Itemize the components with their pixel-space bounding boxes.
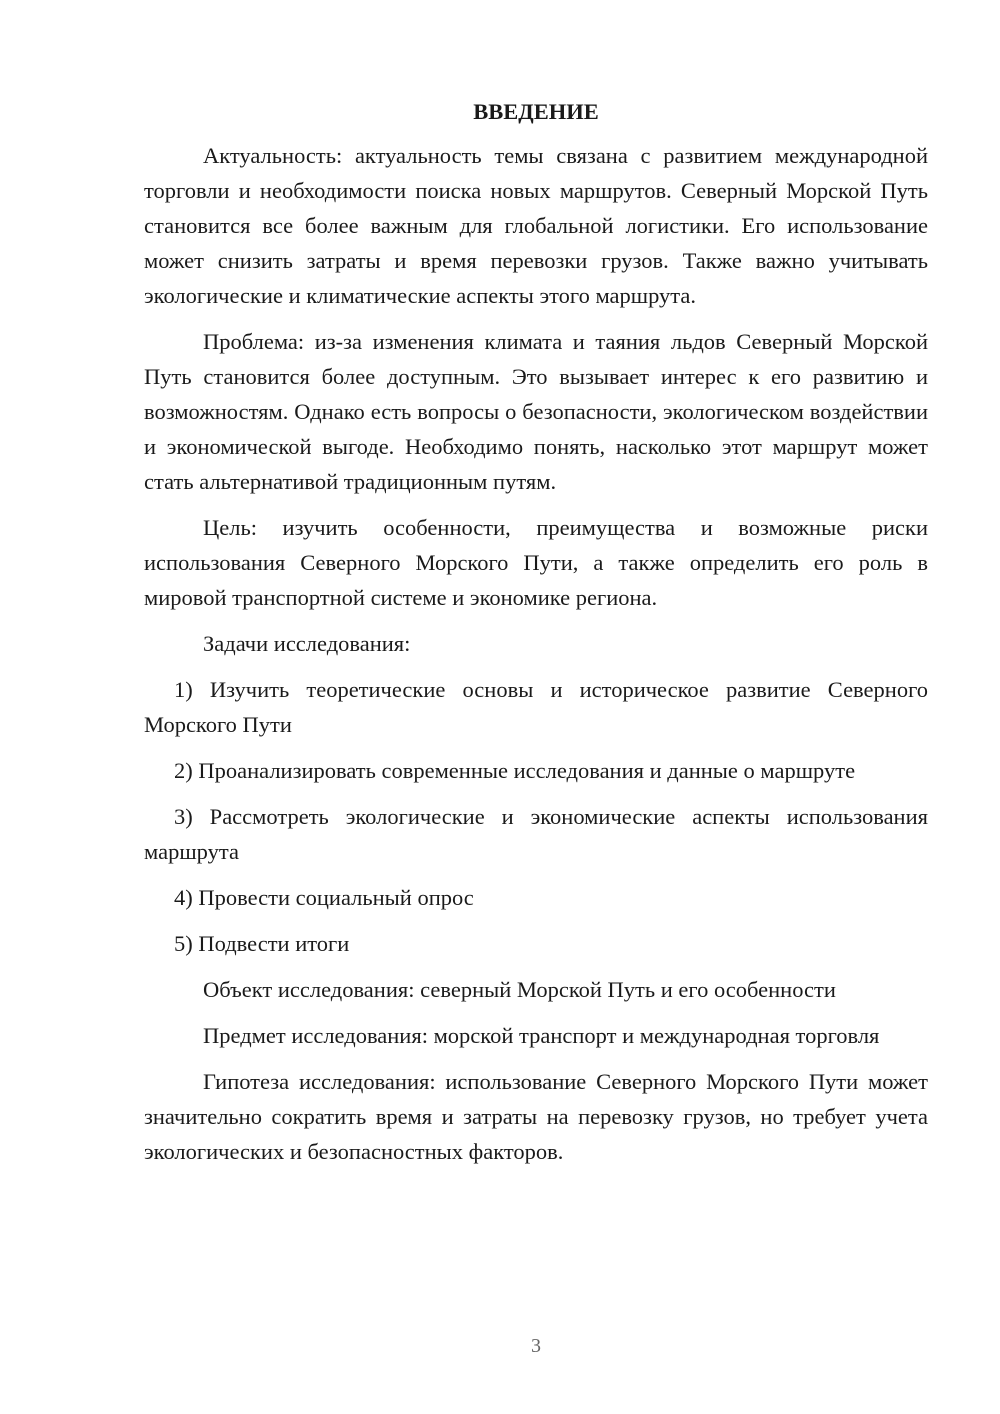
- problem-paragraph: Проблема: из-за изменения климата и таяния льдов Северный Морской Путь становится более доступным. Это вызывает интерес к его развитию и возможностям. Однако есть вопросы о безопасности, экологическом воздействии и экономической выгоде. Необходимо понять, насколько этот маршрут может стать альтернативой традиционным путям.: [144, 329, 928, 494]
- task-item-1: 1) Изучить теоретические основы и историческое развитие Северного Морского Пути: [144, 677, 928, 737]
- relevance-paragraph: Актуальность: актуальность темы связана с развитием международной торговли и необходимости поиска новых маршрутов. Северный Морской Путь становится все более важным для глобальной логистики. Его использование может снизить затраты и время перевозки грузов. Также важно учитывать экологические и климатические аспекты этого маршрута.: [144, 143, 928, 308]
- section-heading: ВВЕДЕНИЕ: [473, 99, 599, 124]
- page-number: 3: [531, 1335, 541, 1357]
- goal-paragraph: Цель: изучить особенности, преимущества и возможные риски использования Северного Морского Пути, а также определить его роль в мировой транспортной системе и экономике региона.: [144, 515, 928, 610]
- hypothesis-paragraph: Гипотеза исследования: использование Северного Морского Пути может значительно сократить время и затраты на перевозку грузов, но требует учета экологических и безопасностных факторов.: [144, 1069, 928, 1164]
- task-item-2: 2) Проанализировать современные исследования и данные о маршруте: [174, 758, 856, 783]
- task-item-5: 5) Подвести итоги: [174, 931, 350, 956]
- task-item-4: 4) Провести социальный опрос: [174, 885, 474, 910]
- tasks-title: Задачи исследования:: [203, 631, 411, 656]
- page-content: [144, 96, 928, 1169]
- object-paragraph: Объект исследования: северный Морской Путь и его особенности: [203, 977, 836, 1002]
- subject-paragraph: Предмет исследования: морской транспорт и международная торговля: [203, 1023, 880, 1048]
- task-item-3: 3) Рассмотреть экологические и экономические аспекты использования маршрута: [144, 804, 928, 864]
